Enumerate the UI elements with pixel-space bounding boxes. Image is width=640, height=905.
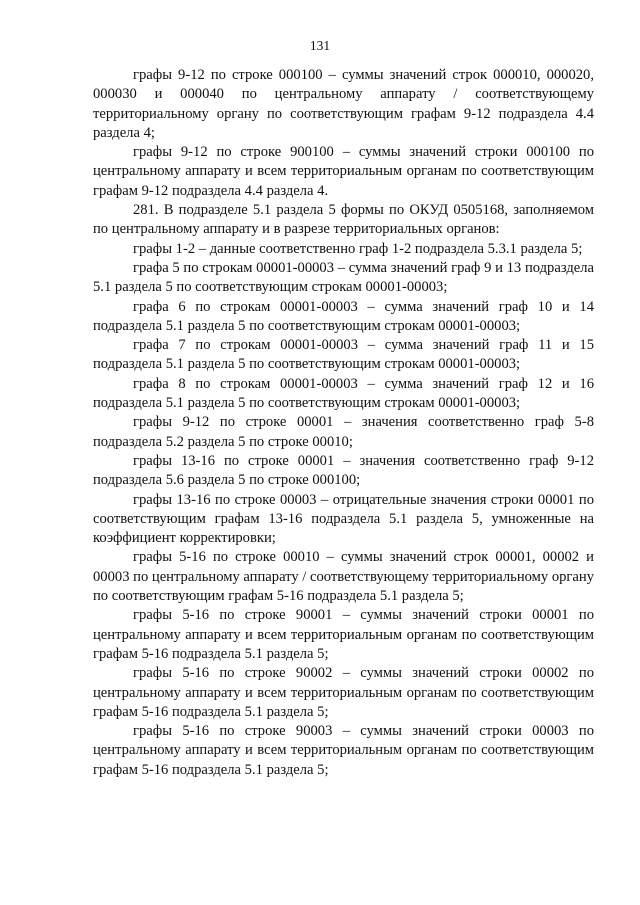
page-content (93, 66, 594, 780)
paragraph: графа 8 по строкам 00001-00003 – сумма значений граф 12 и 16 подраздела 5.1 раздела 5 по соответствующим строкам 00001-00003; (93, 375, 594, 412)
paragraph: графы 13-16 по строке 00001 – значения соответственно граф 9-12 подраздела 5.6 раздела 5 по строке 000100; (93, 452, 594, 489)
paragraph: графа 5 по строкам 00001-00003 – сумма значений граф 9 и 13 подраздела 5.1 раздела 5 по соответствующим строкам 00001-00003; (93, 259, 594, 296)
paragraph: графы 13-16 по строке 00003 – отрицательные значения строки 00001 по соответствующим графам 13-16 подраздела 5.1 раздела 5, умноженные на коэффициент корректировки; (93, 491, 594, 547)
page-number: 131 (309, 38, 331, 53)
paragraph-item-281: 281. В подразделе 5.1 раздела 5 формы по ОКУД 0505168, заполняемом по центральному аппарату и в разрезе территориальных органов: (93, 202, 594, 238)
paragraph: графы 5-16 по строке 00010 – суммы значений строк 00001, 00002 и 00003 по центральному аппарату / соответствующему территориальному органу по соответствующим графам 5-16 подраздела 5.1 раздела 5; (93, 549, 595, 605)
paragraph: графы 1-2 – данные соответственно граф 1-2 подраздела 5.3.1 раздела 5; (133, 240, 583, 257)
paragraph: графы 9-12 по строке 000100 – суммы значений строк 000010, 000020, 000030 и 000040 по центральному аппарату / соответствующему территориальному органу по соответствующим графам 9-12 подраздела 4.4 раздела 4; (93, 67, 594, 141)
paragraph: графа 6 по строкам 00001-00003 – сумма значений граф 10 и 14 подраздела 5.1 раздела 5 по соответствующим строкам 00001-00003; (93, 298, 594, 334)
paragraph: графы 5-16 по строке 90003 – суммы значений строки 00003 по центральному аппарату и всем территориальным органам по соответствующим графам 5-16 подраздела 5.1 раздела 5; (93, 723, 594, 778)
paragraph: графы 9-12 по строке 900100 – суммы значений строки 000100 по центральному аппарату и всем территориальным органам по соответствующим графам 9-12 подраздела 4.4 раздела 4. (93, 144, 594, 199)
paragraph: графы 5-16 по строке 90001 – суммы значений строки 00001 по центральному аппарату и всем территориальным органам по соответствующим графам 5-16 подраздела 5.1 раздела 5; (93, 607, 594, 662)
paragraph: графы 9-12 по строке 00001 – значения соответственно граф 5-8 подраздела 5.2 раздела 5 по строке 00010; (93, 414, 594, 450)
paragraph: графа 7 по строкам 00001-00003 – сумма значений граф 11 и 15 подраздела 5.1 раздела 5 по соответствующим строкам 00001-00003; (93, 337, 594, 373)
paragraph: графы 5-16 по строке 90002 – суммы значений строки 00002 по центральному аппарату и всем территориальным органам по соответствующим графам 5-16 подраздела 5.1 раздела 5; (93, 665, 594, 720)
